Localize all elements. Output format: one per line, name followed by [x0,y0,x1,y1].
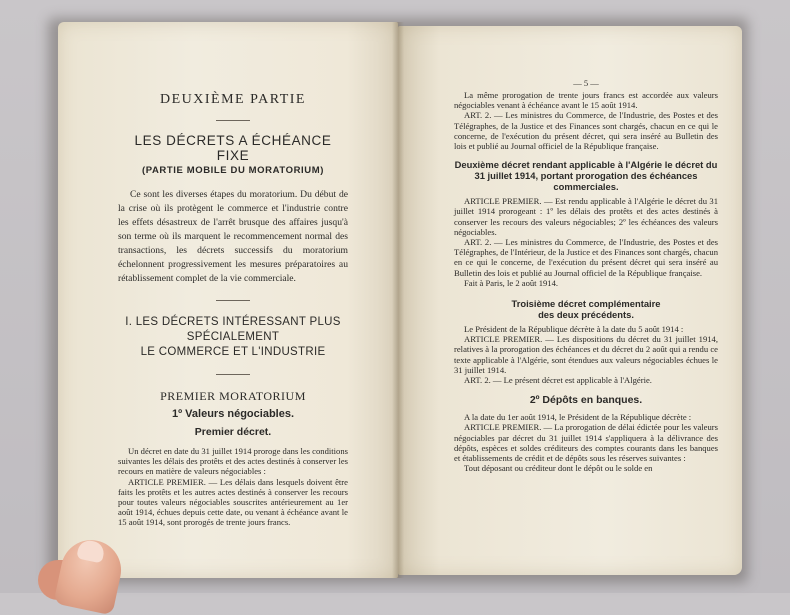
page-number: — 5 — [573,78,599,88]
article-paragraph: ART. 2. — Les ministres du Commerce, de l'Industrie, des Postes et des Télégraphes, de la Justice et des Finances sont chargés, chacun en ce qui le concerne, de l'exécution du présent décret, qui sera inséré au Bulletin des lois et publié au Journal officiel de la République française. [454,110,718,152]
chapter-title-line1: I. LES DÉCRETS INTÉRESSANT PLUS SPÉCIALEMENT [125,316,341,343]
right-page-content [454,78,718,473]
left-page-content [118,92,348,528]
article-paragraph: ART. 2. — Le présent décret est applicable à l'Algérie. [464,375,652,386]
subsection-title: 1º Valeurs négociables. [171,408,295,420]
divider [216,120,250,121]
article-paragraph: ART. 2. — Les ministres du Commerce, de l'Industrie, des Postes et des Télégraphes, de l'Intérieur, de la Justice et des Finances sont chargés, chacun en ce qui le concerne, de l'exécution du présent décret qui sera inséré au Bulletin des lois et publié au Journal officiel de la République française. [454,237,719,278]
right-page [398,26,742,575]
divider [216,300,250,301]
paragraph: La même prorogation de trente jours francs est accordée aux valeurs négociables venant à échéance avant le 15 août 1914. [454,90,718,111]
article-paragraph: ARTICLE PREMIER. — La prorogation de délai édictée pour les valeurs négociables par décret du 31 juillet 1914 s'appliquera à la délivrance des dépôts, espèces et soldes créditeurs des comptes courants dans les banques et établissements de crédit et de dépôts sous les réserves suivantes : [454,422,718,464]
intro-paragraph: Ce sont les diverses étapes du moratorium. Du début de la crise où ils protègent le commerce et l'industrie contre les effets désastreux de l'arrêt brusque des affaires jusqu'à son terme où ils marquent le recommencement normal des transactions, les décrets successifs du moratorium échelonnent progressivement les mesures préparatoires au rétablissement complet de la vie commerciale. [118,189,348,284]
left-page [58,22,398,578]
date-line: Fait à Paris, le 2 août 1914. [464,277,559,288]
decree-paragraph: Un décret en date du 31 juillet 1914 proroge dans les conditions suivantes les délais des protêts et des actes destinés à conserver les recours en matière de valeurs négociables : [118,446,348,477]
article-paragraph: ARTICLE PREMIER. — Est rendu applicable à l'Algérie le décret du 31 juillet 1914 prorogeant : 1º les délais des protêts et des actes destinés à conserver les recours des valeurs négociables; 2º les échéances des valeurs négociables. [454,196,718,237]
section-title: LES DÉCRETS A ÉCHÉANCE FIXE [134,133,332,163]
article-paragraph: ARTICLE PREMIER. — Les délais dans lesquels doivent être faits les protêts et les autres actes destinés à conserver les recours pour toutes valeurs négociables souscrites antérieurement au 1er août 1914, échues depuis cette date, ou venant à échéance avant le 15 août 1914, sont prorogés de trente jours francs. [118,476,348,528]
decree-heading-line2: des deux précédents. [538,309,634,321]
decree-title: Premier décret. [194,426,272,438]
divider [216,374,250,375]
paragraph: A la date du 1er août 1914, le Président de la République décrète : [464,412,692,423]
section-subtitle: (PARTIE MOBILE DU MORATORIUM) [141,165,325,176]
paragraph: Tout déposant ou créditeur dont le dépôt ou le solde en [464,463,653,474]
decree-heading: Deuxième décret rendant applicable à l'Algérie le décret du 31 juillet 1914, portant prorogation des échéances commerciales. [454,159,718,193]
book-gutter [392,22,404,578]
chapter-title-line2: LE COMMERCE ET L'INDUSTRIE [140,346,326,358]
decree-heading-line1: Troisième décret complémentaire [511,298,661,310]
subsection-heading: 2º Dépôts en banques. [529,394,643,407]
paragraph: Le Président de la République décrète à la date du 5 août 1914 : [464,324,684,335]
moratorium-title: PREMIER MORATORIUM [160,389,306,403]
part-title: DEUXIÈME PARTIE [160,92,306,107]
article-paragraph: ARTICLE PREMIER. — Les dispositions du décret du 31 juillet 1914, relatives à la prorogation des échéances et du décret du 2 août qui a rendu ce texte applicable à l'Algérie, sont étendues aux valeurs négociables échues le 31 juillet 1914. [454,334,718,375]
